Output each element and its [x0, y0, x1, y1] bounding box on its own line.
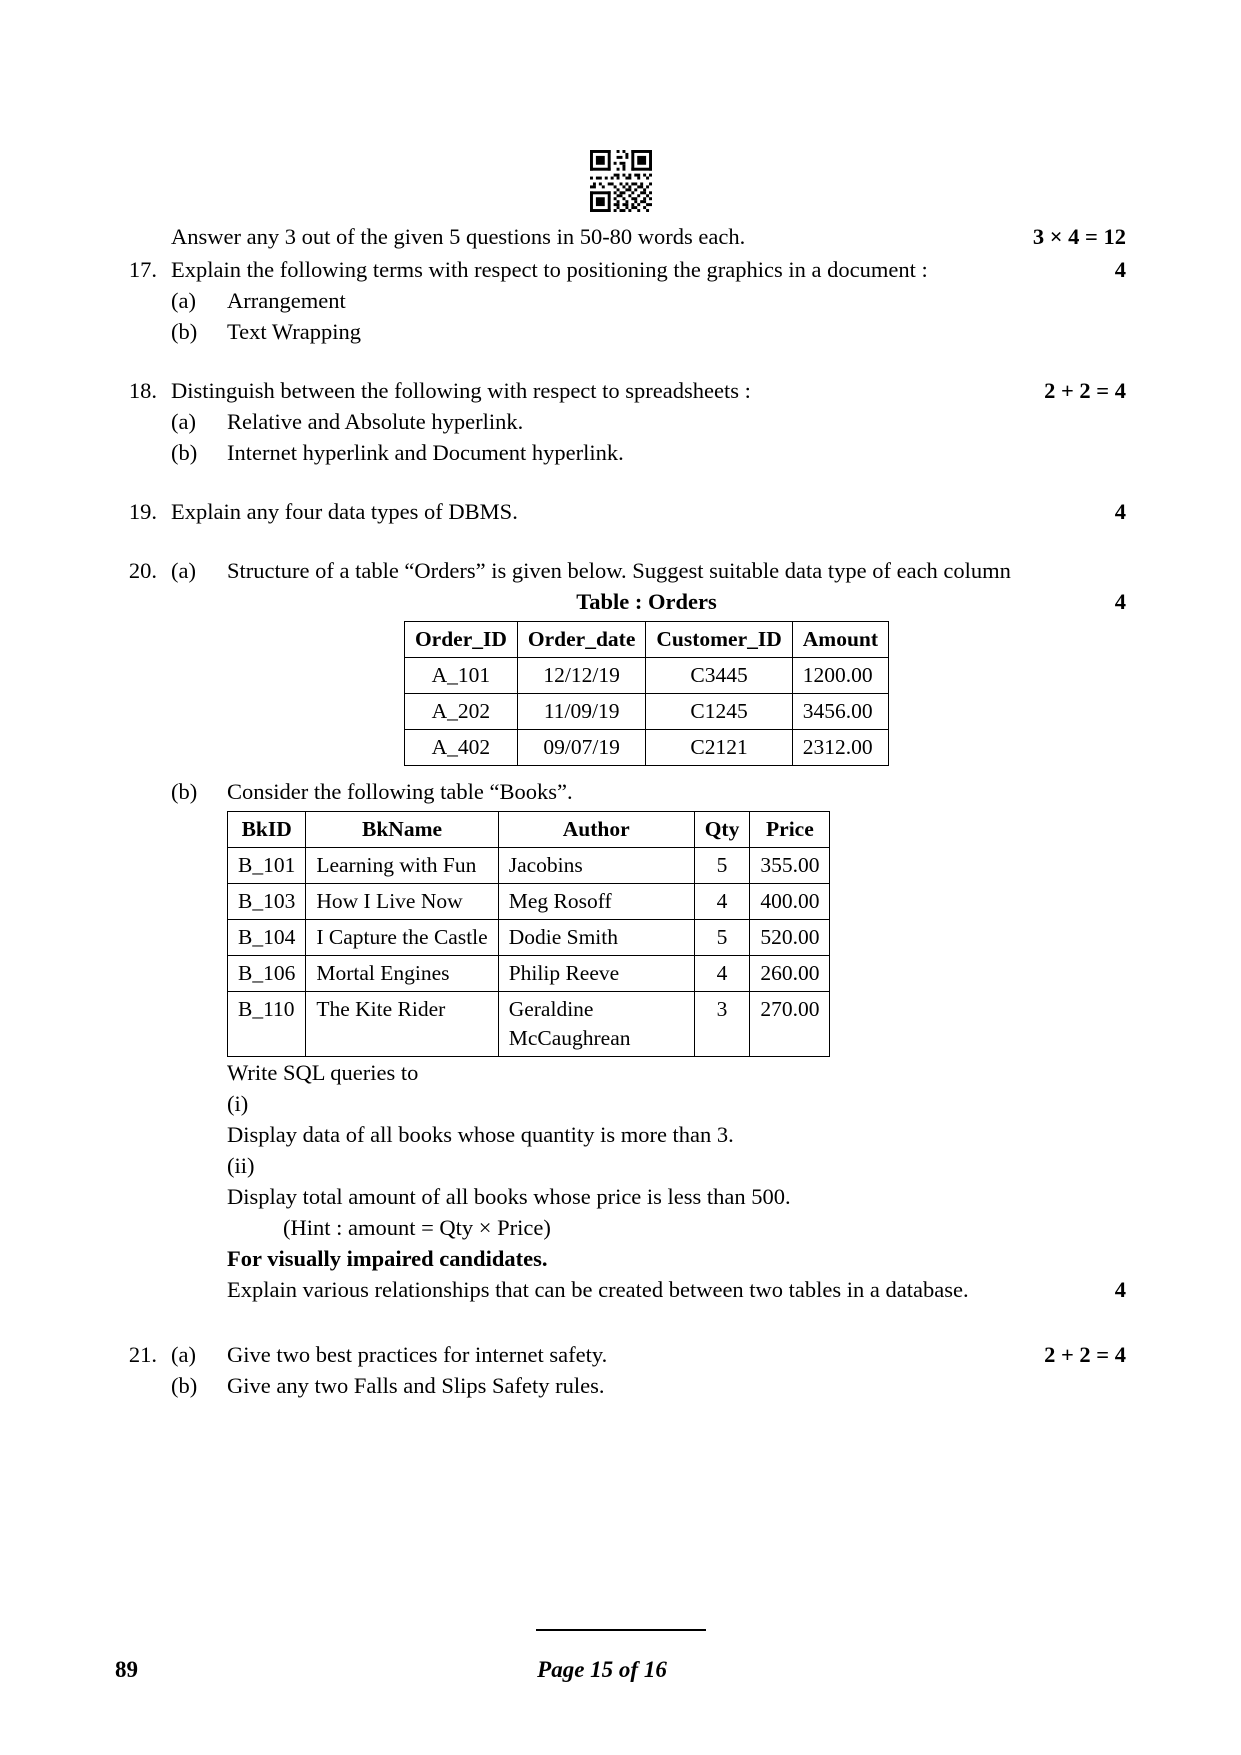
page-footer [115, 1629, 1126, 1684]
question-20-part-a-label: (a) [171, 558, 196, 583]
question-17-item-a-text: Arrangement [227, 288, 346, 313]
books-cell: The Kite Rider [306, 992, 498, 1057]
question-20-part-a-marks: 4 [1114, 589, 1126, 614]
orders-header-cell: Amount [792, 622, 888, 658]
table-row [228, 848, 830, 884]
sql-item-i-row [227, 1088, 1066, 1150]
question-20-part-b-text: Consider the following table “Books”. [227, 779, 573, 804]
vi-marks: 4 [1114, 1277, 1126, 1302]
orders-cell: A_202 [404, 694, 517, 730]
question-18-item-a-text: Relative and Absolute hyperlink. [227, 409, 524, 434]
vi-text-line [115, 1274, 1126, 1305]
books-table-wrapper [227, 811, 1066, 1057]
question-18-text: Distinguish between the following with respect to spreadsheets : [171, 378, 751, 403]
table-row [228, 920, 830, 956]
books-cell: 400.00 [750, 884, 830, 920]
spacer [115, 347, 1126, 375]
sql-item-i-label: (i) [227, 1091, 249, 1116]
sql-item-i-text: Display data of all books whose quantity is more than 3. [227, 1122, 734, 1147]
books-cell: Learning with Fun [306, 848, 498, 884]
orders-table-block [115, 586, 1126, 766]
books-cell: B_106 [228, 956, 306, 992]
question-17-item-a-label: (a) [171, 288, 196, 313]
spacer [115, 1305, 1126, 1339]
books-cell: B_103 [228, 884, 306, 920]
vi-text: Explain various relationships that can be created between two tables in a database. [227, 1277, 969, 1302]
instruction-text: Answer any 3 out of the given 5 questions in 50-80 words each. [171, 224, 746, 249]
books-cell: B_101 [228, 848, 306, 884]
vi-heading-line [115, 1243, 1126, 1274]
orders-cell: 2312.00 [792, 730, 888, 766]
orders-cell: C3445 [646, 658, 792, 694]
question-21-marks: 2 + 2 = 4 [1044, 1342, 1126, 1367]
orders-cell: 11/09/19 [517, 694, 645, 730]
question-21-item-b-text: Give any two Falls and Slips Safety rules. [227, 1373, 605, 1398]
question-20-part-a [115, 555, 1126, 586]
question-17 [115, 254, 1126, 285]
books-cell: 270.00 [750, 992, 830, 1057]
books-cell: Dodie Smith [498, 920, 694, 956]
spacer [115, 766, 1126, 776]
orders-header-cell: Order_ID [404, 622, 517, 658]
books-table-block [115, 811, 1126, 1057]
question-21-item-b [115, 1370, 1126, 1401]
table-row [228, 884, 830, 920]
footer-paper-code: 89 [115, 1657, 138, 1682]
books-header-cell: Qty [694, 812, 750, 848]
question-21-item-a-label: (a) [171, 1342, 196, 1367]
books-cell: 3 [694, 992, 750, 1057]
table-row [228, 992, 830, 1057]
question-18-item-b-label: (b) [171, 440, 198, 465]
question-20-part-b-label: (b) [171, 779, 198, 804]
table-row [404, 694, 888, 730]
orders-header-cell: Customer_ID [646, 622, 792, 658]
question-19-marks: 4 [1114, 499, 1126, 524]
question-20-part-a-text: Structure of a table “Orders” is given below. Suggest suitable data type of each column [227, 558, 1011, 583]
sql-intro-text: Write SQL queries to [227, 1060, 419, 1085]
sql-item-ii-row [227, 1150, 1066, 1212]
question-18-marks: 2 + 2 = 4 [1044, 378, 1126, 403]
footer-row [115, 1657, 1126, 1683]
spacer [115, 468, 1126, 496]
question-21-number: 21. [128, 1342, 157, 1367]
question-21-item-a [115, 1339, 1126, 1370]
spacer [115, 527, 1126, 555]
question-18-item-b-text: Internet hyperlink and Document hyperlink. [227, 440, 624, 465]
vi-heading: For visually impaired candidates. [227, 1246, 548, 1271]
footer-divider [536, 1629, 706, 1632]
orders-cell: 12/12/19 [517, 658, 645, 694]
question-19-number: 19. [128, 499, 157, 524]
question-19-text: Explain any four data types of DBMS. [171, 499, 518, 524]
books-cell: How I Live Now [306, 884, 498, 920]
books-header-cell: Author [498, 812, 694, 848]
orders-cell: C1245 [646, 694, 792, 730]
question-18-number: 18. [128, 378, 157, 403]
question-18 [115, 375, 1126, 406]
sql-item-ii-text: Display total amount of all books whose price is less than 500. [227, 1184, 791, 1209]
qr-code-icon [590, 150, 652, 212]
table-row [404, 658, 888, 694]
instruction-marks: 3 × 4 = 12 [1032, 224, 1126, 249]
question-17-marks: 4 [1114, 257, 1126, 282]
books-cell: 4 [694, 956, 750, 992]
books-table [227, 811, 830, 1057]
books-cell: 260.00 [750, 956, 830, 992]
question-18-item-b [115, 437, 1126, 468]
orders-table-wrapper [227, 586, 1066, 766]
sql-item-ii-label: (ii) [227, 1153, 255, 1178]
books-header-cell: Price [750, 812, 830, 848]
question-21-item-a-text: Give two best practices for internet safety. [227, 1342, 608, 1367]
question-17-number: 17. [128, 257, 157, 282]
question-17-item-b-text: Text Wrapping [227, 319, 361, 344]
question-17-item-b [115, 316, 1126, 347]
books-cell: Mortal Engines [306, 956, 498, 992]
question-20-part-b [115, 776, 1126, 807]
question-20-number: 20. [128, 558, 157, 583]
orders-header-cell: Order_date [517, 622, 645, 658]
sql-intro-line [115, 1057, 1126, 1088]
question-17-item-b-label: (b) [171, 319, 198, 344]
orders-table [404, 621, 889, 766]
sql-item-i [115, 1088, 1126, 1243]
orders-cell: C2121 [646, 730, 792, 766]
table-row [228, 956, 830, 992]
orders-table-caption: Table : Orders [576, 589, 717, 614]
orders-table-holder [227, 621, 1066, 766]
books-cell: B_104 [228, 920, 306, 956]
books-cell: 520.00 [750, 920, 830, 956]
books-header-cell: BkID [228, 812, 306, 848]
books-cell: 355.00 [750, 848, 830, 884]
books-cell: 4 [694, 884, 750, 920]
books-cell: Geraldine McCaughrean [498, 992, 694, 1057]
instruction-line [115, 221, 1126, 252]
books-cell: I Capture the Castle [306, 920, 498, 956]
qr-code-container [115, 150, 1126, 217]
books-cell: Philip Reeve [498, 956, 694, 992]
question-17-item-a [115, 285, 1126, 316]
books-table-header-row [228, 812, 830, 848]
question-18-item-a-label: (a) [171, 409, 196, 434]
question-19 [115, 496, 1126, 527]
question-21-item-b-label: (b) [171, 1373, 198, 1398]
books-cell: B_110 [228, 992, 306, 1057]
table-row [404, 730, 888, 766]
orders-cell: 3456.00 [792, 694, 888, 730]
books-header-cell: BkName [306, 812, 498, 848]
orders-cell: 09/07/19 [517, 730, 645, 766]
orders-cell: A_101 [404, 658, 517, 694]
orders-table-header-row [404, 622, 888, 658]
sql-hint-text: (Hint : amount = Qty × Price) [283, 1215, 551, 1240]
question-17-text: Explain the following terms with respect to positioning the graphics in a document : [171, 257, 928, 282]
books-cell: 5 [694, 920, 750, 956]
orders-cell: A_402 [404, 730, 517, 766]
orders-cell: 1200.00 [792, 658, 888, 694]
question-18-item-a [115, 406, 1126, 437]
books-cell: 5 [694, 848, 750, 884]
books-cell: Meg Rosoff [498, 884, 694, 920]
books-cell: Jacobins [498, 848, 694, 884]
footer-page-number: Page 15 of 16 [537, 1657, 667, 1682]
sql-item-i-body [227, 1088, 1066, 1243]
